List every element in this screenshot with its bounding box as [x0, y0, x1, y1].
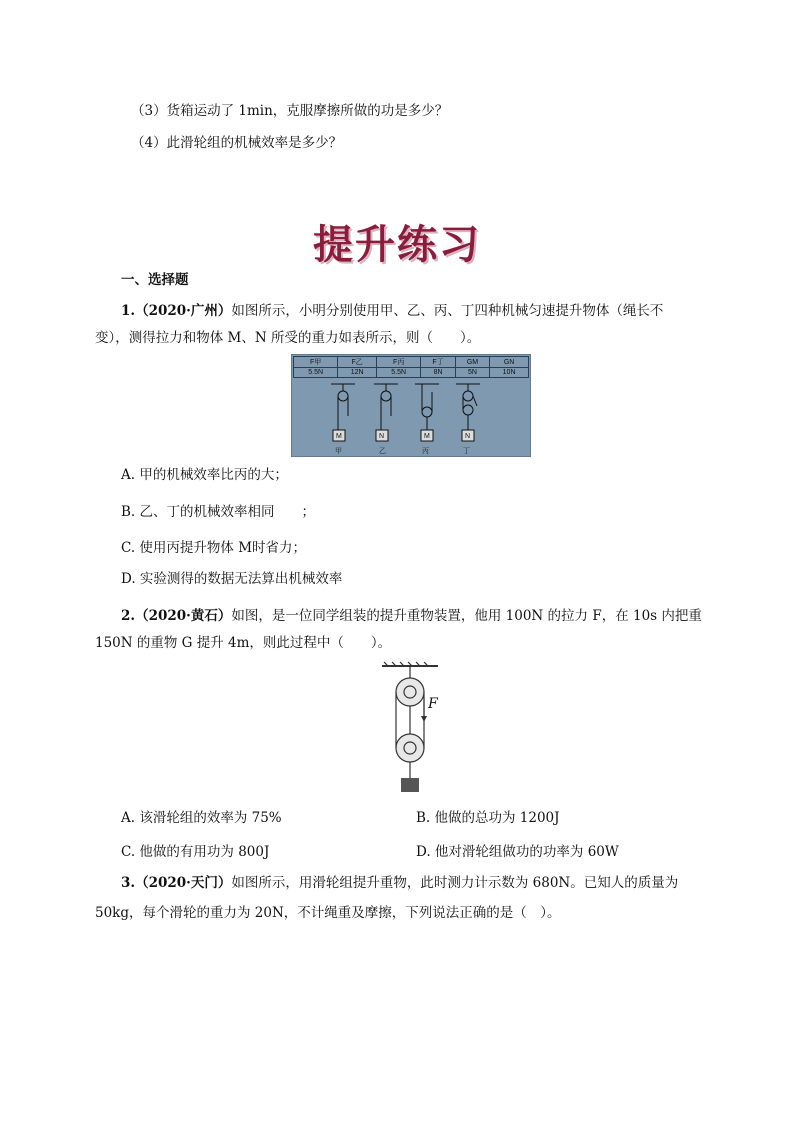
- pulley-diagram: [293, 378, 529, 454]
- section-title: 提升练习: [313, 222, 481, 268]
- q2-text1: 如图，是一位同学组装的提升重物装置，他用 100N 的拉力 F，在 10s 内把重: [231, 608, 702, 624]
- q1-text1: 如图所示，小明分别使用甲、乙、丙、丁四种机械匀速提升物体（绳长不: [231, 303, 664, 319]
- table-header: GN: [490, 357, 529, 368]
- table-cell: 12N: [338, 368, 377, 378]
- q2-source: 2.（2020·黄石）: [121, 608, 232, 624]
- q3-text1: 如图所示，用滑轮组提升重物，此时测力计示数为 680N。已知人的质量为: [231, 875, 679, 891]
- q3-line1: [121, 874, 678, 892]
- figure-label: 乙: [379, 448, 386, 455]
- q1-line1: [121, 302, 663, 320]
- table-header: F乙: [338, 357, 377, 368]
- table-header: F甲: [294, 357, 338, 368]
- q1-option-a: A. 甲的机械效率比丙的大；: [121, 467, 288, 483]
- figure-label: 丁: [463, 448, 470, 455]
- table-header: GM: [455, 357, 489, 368]
- q1-option-b: B. 乙、丁的机械效率相同 ；: [121, 504, 316, 520]
- q2-option-c: C. 他做的有用功为 800J: [121, 844, 270, 860]
- q1-source: 1.（2020·广州）: [121, 303, 232, 319]
- q1-data-table: [293, 356, 529, 378]
- table-cell: 10N: [490, 368, 529, 378]
- figure-label: 甲: [335, 448, 342, 455]
- table-header: F丁: [421, 357, 455, 368]
- section-heading: 一、选择题: [121, 272, 189, 288]
- q1-option-d: D. 实验测得的数据无法算出机械效率: [121, 571, 343, 587]
- question-3-sub: （3）货箱运动了 1min，克服摩擦所做的功是多少？: [131, 103, 449, 119]
- q2-option-d: D. 他对滑轮组做功的功率为 60W: [416, 844, 619, 860]
- svg-text:M: M: [424, 433, 430, 440]
- q3-source: 3.（2020·天门）: [121, 875, 232, 891]
- svg-text:N: N: [379, 433, 385, 440]
- q3-line2: 50kg，每个滑轮的重力为 20N，不计绳重及摩擦，下列说法正确的是（ ）。: [95, 905, 561, 921]
- table-cell: 5.5N: [377, 368, 421, 378]
- force-label: F: [428, 696, 438, 712]
- q2-line1: [121, 607, 702, 625]
- q2-line2: 150N 的重物 G 提升 4m，则此过程中（ ）。: [95, 635, 392, 651]
- q2-option-b: B. 他做的总功为 1200J: [416, 810, 560, 826]
- question-4-sub: （4）此滑轮组的机械效率是多少？: [131, 135, 343, 151]
- table-cell: 8N: [421, 368, 455, 378]
- q2-figure: [380, 660, 460, 795]
- figure-label: 丙: [422, 448, 429, 455]
- svg-text:M: M: [336, 433, 342, 440]
- table-cell: 5N: [455, 368, 489, 378]
- q1-line2: 变），测得拉力和物体 M、N 所受的重力如表所示，则（ ）。: [95, 330, 481, 346]
- q2-option-a: A. 该滑轮组的效率为 75%: [121, 810, 282, 826]
- table-cell: 5.5N: [294, 368, 338, 378]
- q1-option-c: C. 使用丙提升物体 M时省力；: [121, 540, 307, 556]
- q1-figure: [291, 354, 531, 457]
- table-header: F丙: [377, 357, 421, 368]
- svg-text:N: N: [465, 433, 471, 440]
- pulley-block-diagram: [380, 660, 460, 795]
